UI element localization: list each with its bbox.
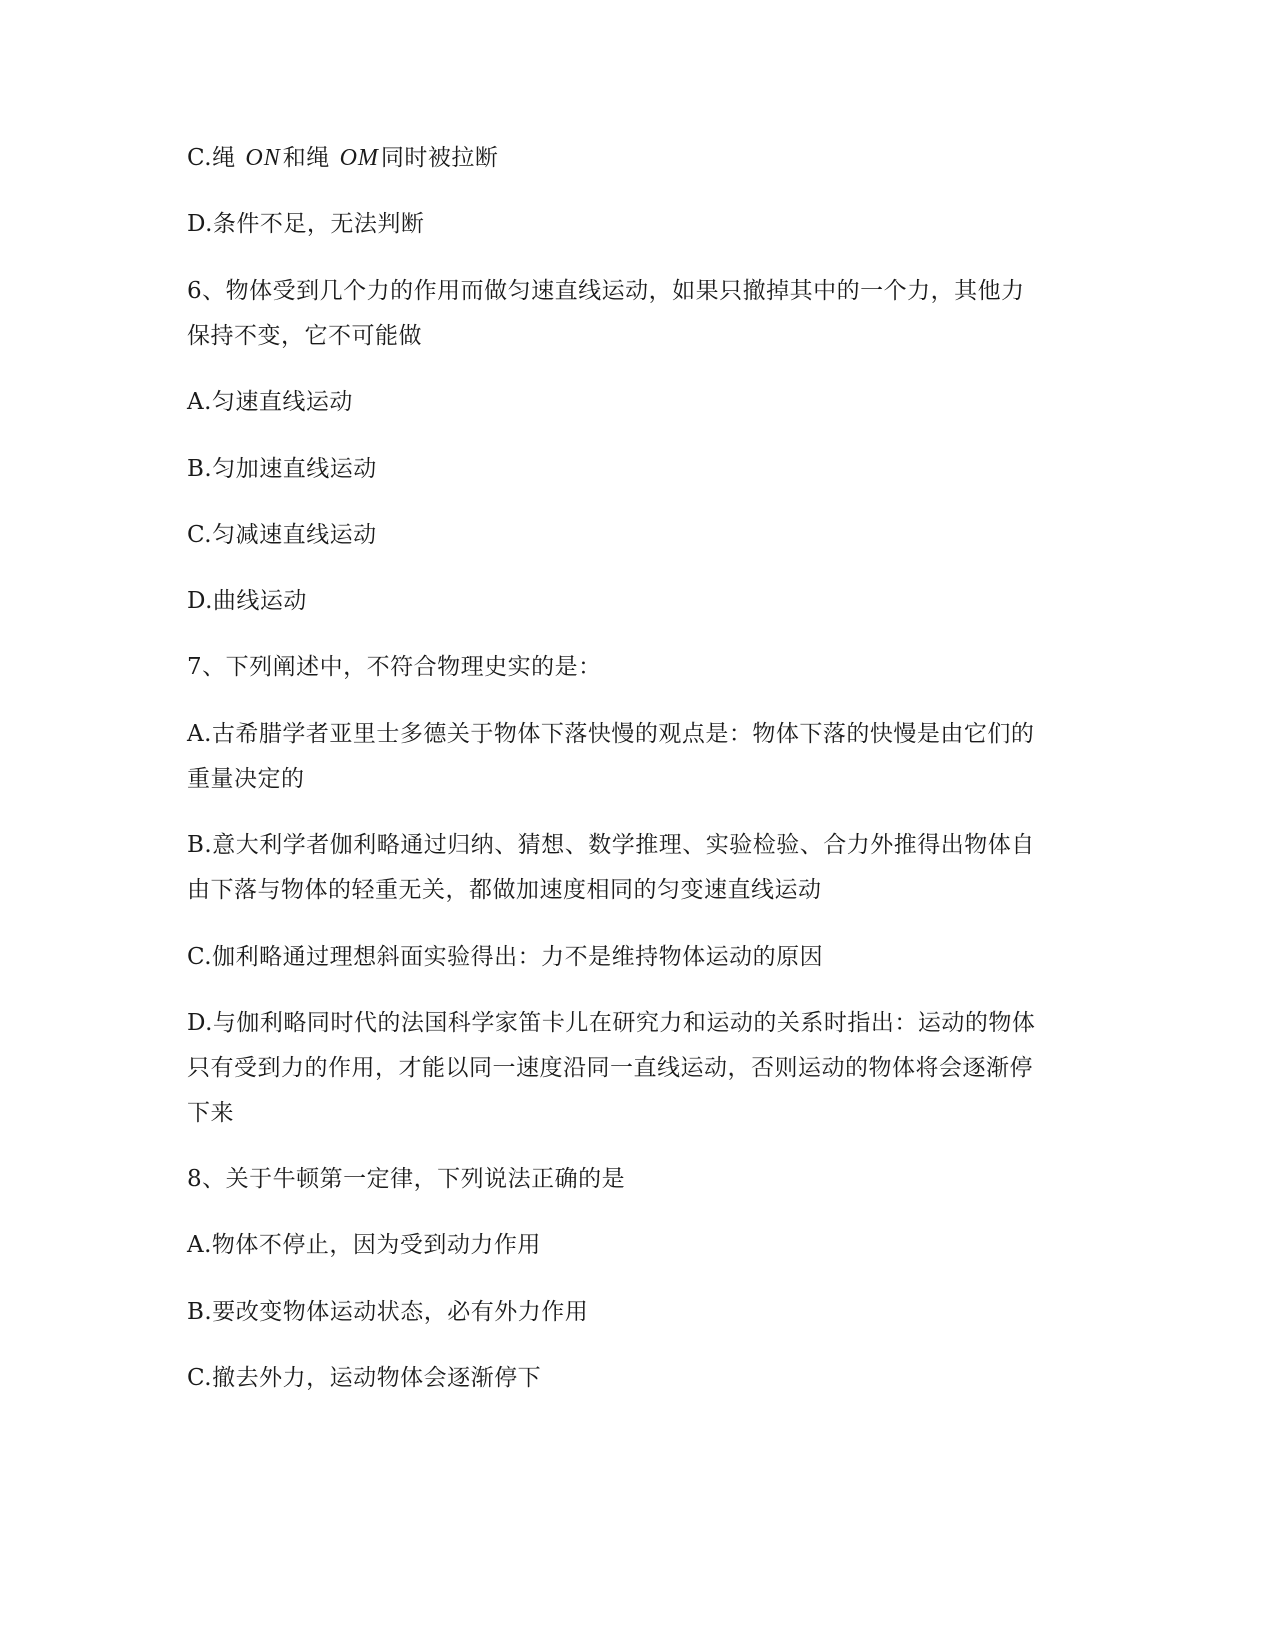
q5-option-c-mid: 和绳 [282,145,338,171]
q6-option-c: C.匀减速直线运动 [187,522,377,548]
q7-stem: 7、下列阐述中，不符合物理史实的是： [187,654,602,680]
q7-option-d-line-1: D.与伽利略同时代的法国科学家笛卡儿在研究力和运动的关系时指出：运动的物体 [187,1010,1036,1036]
q5-option-c-prefix: C.绳 [187,145,244,171]
q7-option-b-line-2: 由下落与物体的轻重无关，都做加速度相同的匀变速直线运动 [187,877,822,903]
q7-option-a-line-2: 重量决定的 [187,766,305,792]
q8-stem: 8、关于牛顿第一定律，下列说法正确的是 [187,1166,626,1192]
q8-option-a: A.物体不停止，因为受到动力作用 [187,1232,541,1258]
q5-option-c [187,143,498,173]
q6-option-a: A.匀速直线运动 [187,389,353,415]
q5-option-d: D.条件不足，无法判断 [187,211,425,237]
q5-option-c-var-on: ON [245,145,281,171]
q6-option-d: D.曲线运动 [187,588,307,614]
q7-option-a-line-1: A.古希腊学者亚里士多德关于物体下落快慢的观点是：物体下落的快慢是由它们的 [187,721,1035,747]
q5-option-c-var-om: OM [339,145,379,171]
q7-option-b-line-1: B.意大利学者伽利略通过归纳、猜想、数学推理、实验检验、合力外推得出物体自 [187,832,1035,858]
q5-option-c-suffix: 同时被拉断 [380,145,499,171]
q6-stem-line-1: 6、物体受到几个力的作用而做匀速直线运动，如果只撤掉其中的一个力，其他力 [187,278,1025,304]
q6-option-b: B.匀加速直线运动 [187,456,377,482]
q7-option-c: C.伽利略通过理想斜面实验得出：力不是维持物体运动的原因 [187,944,824,970]
q6-stem-line-2: 保持不变，它不可能做 [187,323,422,349]
q7-option-d-line-3: 下来 [187,1100,234,1126]
q8-option-c: C.撤去外力，运动物体会逐渐停下 [187,1365,542,1391]
q8-option-b: B.要改变物体运动状态，必有外力作用 [187,1299,589,1325]
q7-option-d-line-2: 只有受到力的作用，才能以同一速度沿同一直线运动，否则运动的物体将会逐渐停 [187,1055,1033,1081]
